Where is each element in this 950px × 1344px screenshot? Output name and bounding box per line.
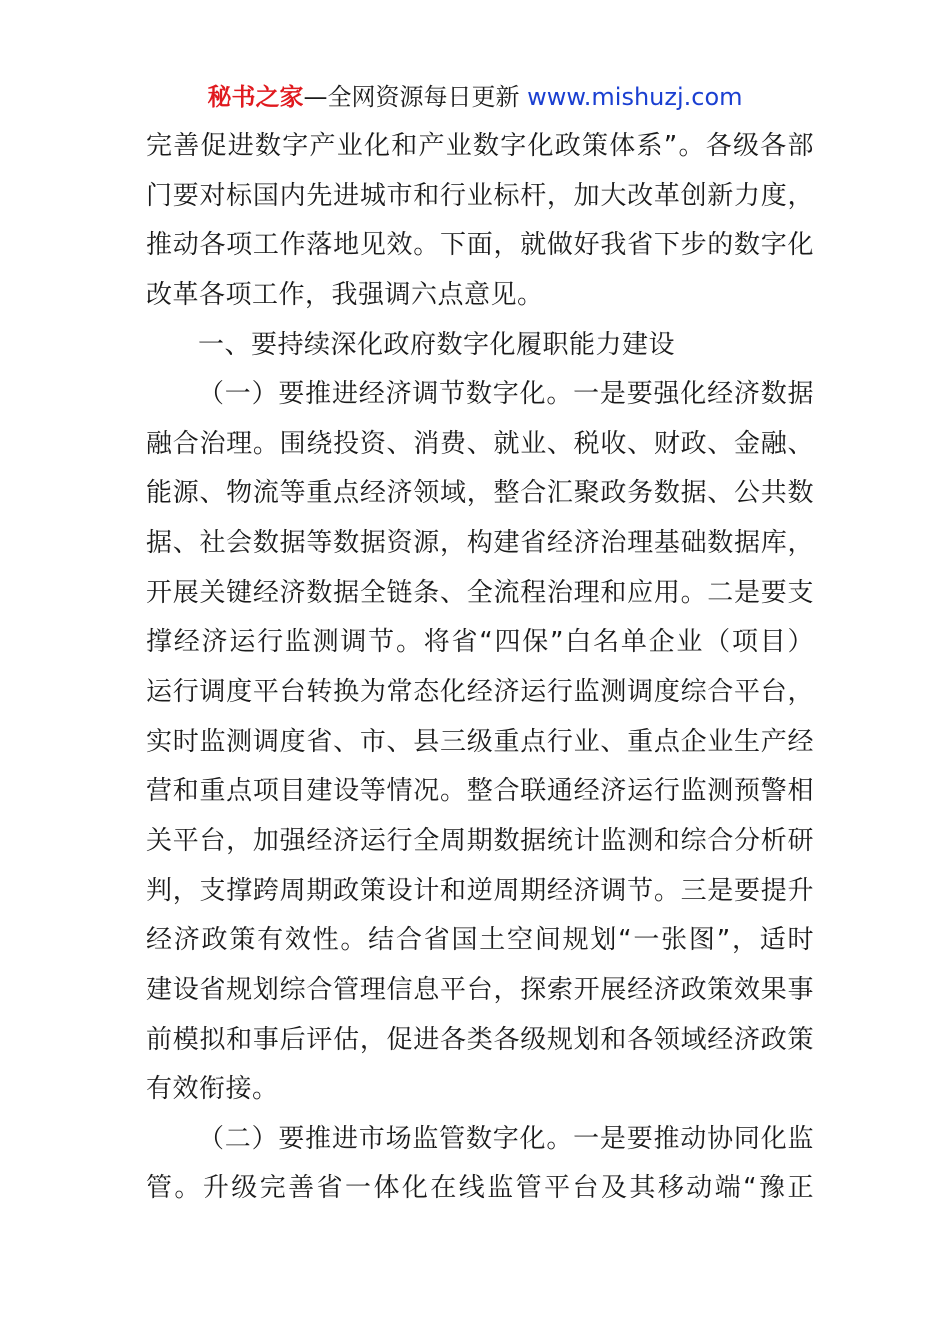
header-tagline: —全网资源每日更新 <box>303 83 528 111</box>
body-line: 有效衔接。 <box>146 1074 279 1105</box>
body-line: 实时监测调度省、市、县三级重点行业、重点企业生产经 <box>146 726 814 757</box>
body-line: 前模拟和事后评估，促进各类各级规划和各领域经济政策 <box>146 1024 814 1055</box>
body-line: 运行调度平台转换为常态化经济运行监测调度综合平台， <box>146 677 814 708</box>
site-header <box>0 80 950 114</box>
body-line: 撑经济运行监测调节。将省“四保”白名单企业（项目） <box>146 627 814 658</box>
body-line: 经济政策有效性。结合省国土空间规划“一张图”，适时 <box>146 925 814 956</box>
body-line: 建设省规划综合管理信息平台，探索开展经济政策效果事 <box>146 974 814 1005</box>
body-line: 改革各项工作，我强调六点意见。 <box>146 279 544 310</box>
body-line: 能源、物流等重点经济领域，整合汇聚政务数据、公共数 <box>146 478 814 509</box>
body-line: 营和重点项目建设等情况。整合联通经济运行监测预警相 <box>146 776 814 807</box>
body-line: 管。升级完善省一体化在线监管平台及其移动端“豫正 <box>146 1173 814 1204</box>
site-url-link[interactable]: www.mishuzj.com <box>527 83 743 111</box>
body-line: 据、社会数据等数据资源，构建省经济治理基础数据库， <box>146 528 814 559</box>
document-body <box>146 122 814 1214</box>
brand-name: 秘书之家 <box>207 83 304 111</box>
body-line: 融合治理。围绕投资、消费、就业、税收、财政、金融、 <box>146 428 814 459</box>
body-line: 开展关键经济数据全链条、全流程治理和应用。二是要支 <box>146 577 814 608</box>
subsection-paragraph-start: （一）要推进经济调节数字化。一是要强化经济数据 <box>198 379 814 410</box>
section-heading: 一、要持续深化政府数字化履职能力建设 <box>198 329 676 360</box>
body-line: 完善促进数字产业化和产业数字化政策体系”。各级各部 <box>146 131 814 161</box>
body-line: 门要对标国内先进城市和行业标杆，加大改革创新力度， <box>146 180 814 211</box>
subsection-paragraph-start: （二）要推进市场监管数字化。一是要推动协同化监 <box>198 1123 814 1154</box>
body-line: 推动各项工作落地见效。下面，就做好我省下步的数字化 <box>146 230 814 261</box>
body-line: 关平台，加强经济运行全周期数据统计监测和综合分析研 <box>146 825 814 856</box>
body-line: 判，支撑跨周期政策设计和逆周期经济调节。三是要提升 <box>146 875 814 906</box>
